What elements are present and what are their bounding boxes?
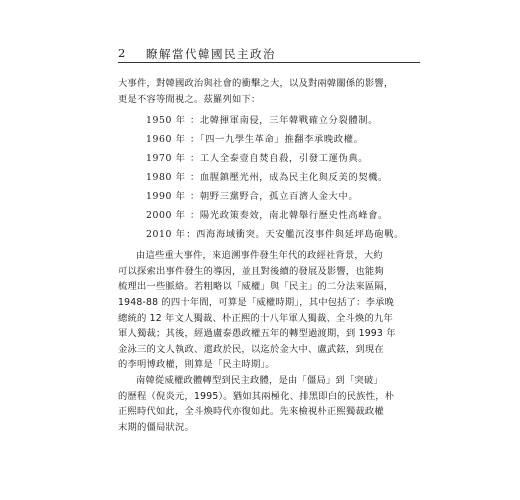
paragraph-line: 的李明博政權，則算是「民主時期」。 (118, 359, 275, 371)
paragraph-line: 可以探索出事件發生的導因，並且對後續的發展及影響，也能夠 (118, 265, 384, 277)
timeline-year: 1950 年 (146, 115, 186, 127)
paragraph-line: 梳理出一些脈絡。若粗略以「威權」與「民主」的二分法來區隔， (118, 281, 394, 293)
timeline-row (146, 111, 404, 130)
timeline-event: ：北韓揮軍南侵，三年韓戰確立分裂體制。 (190, 115, 379, 127)
timeline-year: 2010 年 (146, 229, 186, 241)
timeline-year: 1980 年 (146, 172, 186, 184)
timeline-row (146, 130, 404, 149)
paragraph-line: 金泳三的文人執政、還政於民，以迄於金大中、盧武鉉，到現在 (118, 343, 384, 355)
paragraph-line: 末期的僵局狀況。 (118, 421, 194, 433)
page-number: 2 (118, 46, 126, 60)
paragraph-line: 總統的 12 年文人獨裁、朴正熙的十八年軍人獨裁、全斗煥的九年 (118, 312, 393, 324)
timeline-event: ：西海海域衝突。天安艦沉沒事件與延坪島砲戰。 (186, 229, 404, 241)
paragraph-transition (118, 373, 404, 435)
header-rule (118, 62, 420, 63)
timeline-row (146, 149, 404, 168)
timeline-row (146, 168, 404, 187)
timeline-row (146, 187, 404, 206)
paragraph-line: 軍人獨裁；其後，經過盧泰愚政權五年的轉型過渡期，到 1993 年 (118, 328, 396, 340)
paragraph-line: 的歷程（倪炎元，1995）。猶如其兩極化、排黑即白的民族性，朴 (118, 390, 395, 402)
timeline-year: 1990 年 (146, 191, 186, 203)
timeline-event: ：工人全泰壹自焚自殺，引發工運伪典。 (190, 153, 369, 165)
intro-line: 大事件，對韓國政治與社會的衝擊之大，以及對兩韓關係的影響， (118, 78, 394, 89)
paragraph-line: 1948-88 的四十年間，可算是「威權時期」，其中包括了：李承晚 (118, 296, 395, 308)
timeline-event: ：朝野三黨野合，孤立百濟人金大中。 (190, 191, 359, 203)
timeline-year: 2000 年 (146, 210, 186, 222)
paragraph-line: 由這些重大事件，來追溯事件發生年代的政經社背景，大約 (136, 250, 383, 262)
timeline-event: ：血腥鎮壓光州，成為民主化與反美的契機。 (190, 172, 388, 184)
timeline-row (146, 225, 404, 244)
timeline-year: 1960 年 (146, 134, 186, 146)
paragraph-line: 正熙時代如此，全斗煥時代亦復如此。先來檢視朴正熙獨裁政權 (118, 406, 384, 418)
timeline-event: ：「四一九學生革命」推翻李承晚政權。 (190, 134, 364, 146)
page-body (118, 76, 404, 435)
intro-line: 更是不容等閒視之。茲羅列如下： (118, 93, 261, 105)
running-header (118, 46, 418, 62)
event-timeline (146, 111, 404, 244)
book-title: 瞭解當代韓國民主政治 (146, 47, 276, 61)
timeline-row (146, 206, 404, 225)
timeline-event: ：陽光政策奏效，南北韓舉行歷史性高峰會。 (190, 210, 388, 222)
paragraph-line: 南韓從威權政體轉型到民主政體，是由「僵局」到「突破」 (136, 374, 383, 386)
timeline-year: 1970 年 (146, 153, 186, 165)
paragraph-events-context (118, 248, 404, 373)
